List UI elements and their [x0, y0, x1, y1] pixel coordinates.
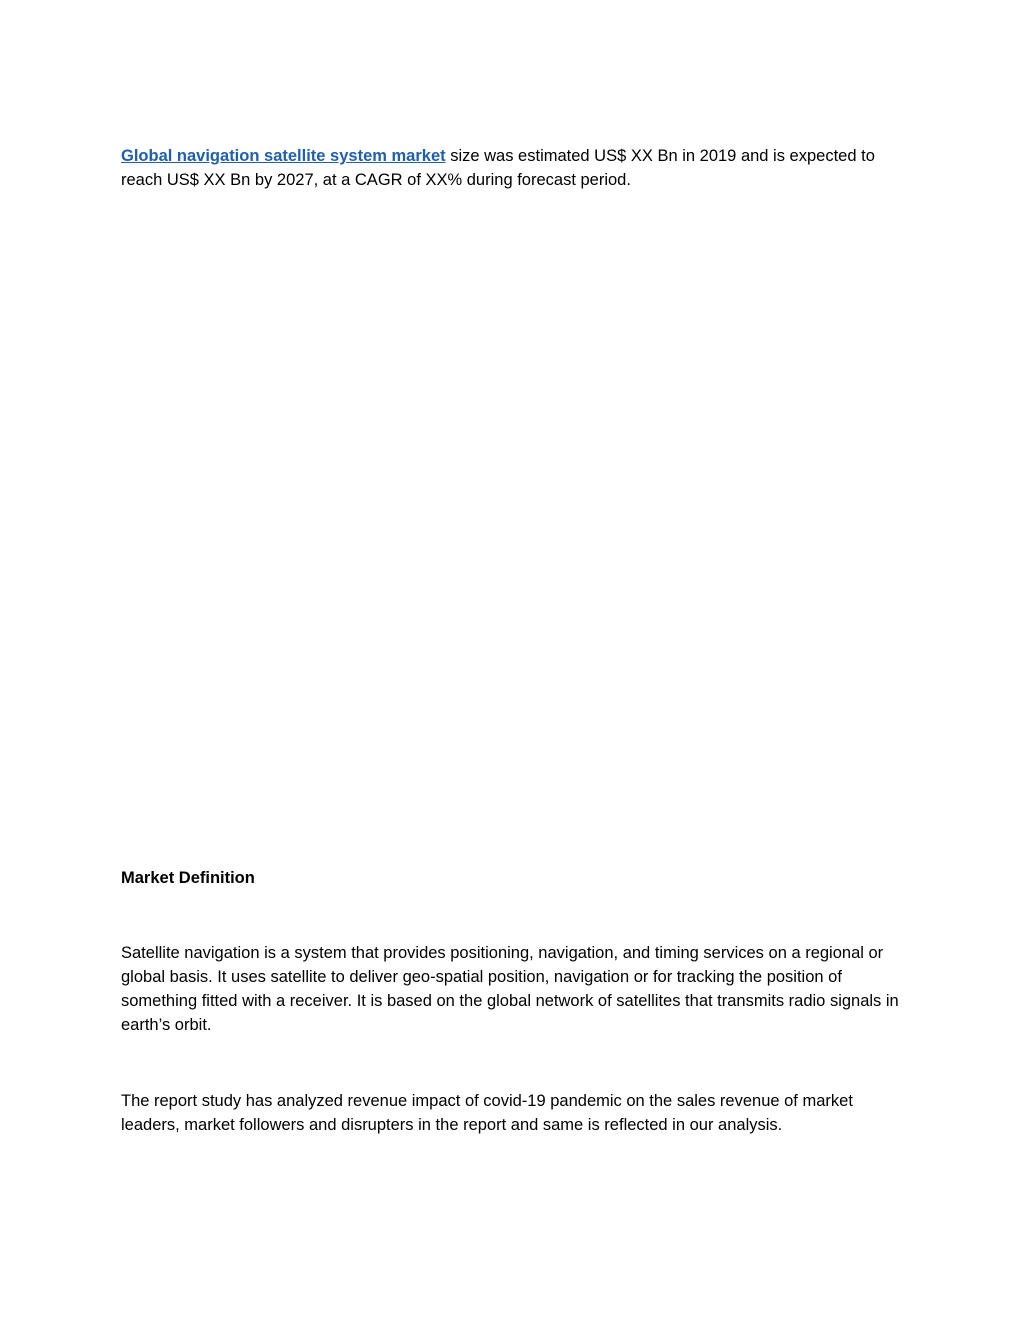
market-definition-heading: Market Definition: [121, 869, 255, 887]
intro-paragraph: [121, 144, 911, 192]
intro-text: size was estimated US$ XX Bn in 2019 and is expected to reach US$ XX Bn by 2027, at a CAGR of XX% during forecast period.: [121, 147, 875, 189]
market-report-link[interactable]: Global navigation satellite system market: [121, 147, 446, 165]
market-definition-paragraph: Satellite navigation is a system that provides positioning, navigation, and timing services on a regional or global basis. It uses satellite to deliver geo-spatial position, navigation or for tracking the position of something fitted with a receiver. It is based on the global network of satellites that transmits radio signals in earth’s orbit.: [121, 944, 899, 1034]
covid-impact-paragraph: The report study has analyzed revenue impact of covid-19 pandemic on the sales revenue of market leaders, market followers and disrupters in the report and same is reflected in our analysis.: [121, 1092, 853, 1134]
